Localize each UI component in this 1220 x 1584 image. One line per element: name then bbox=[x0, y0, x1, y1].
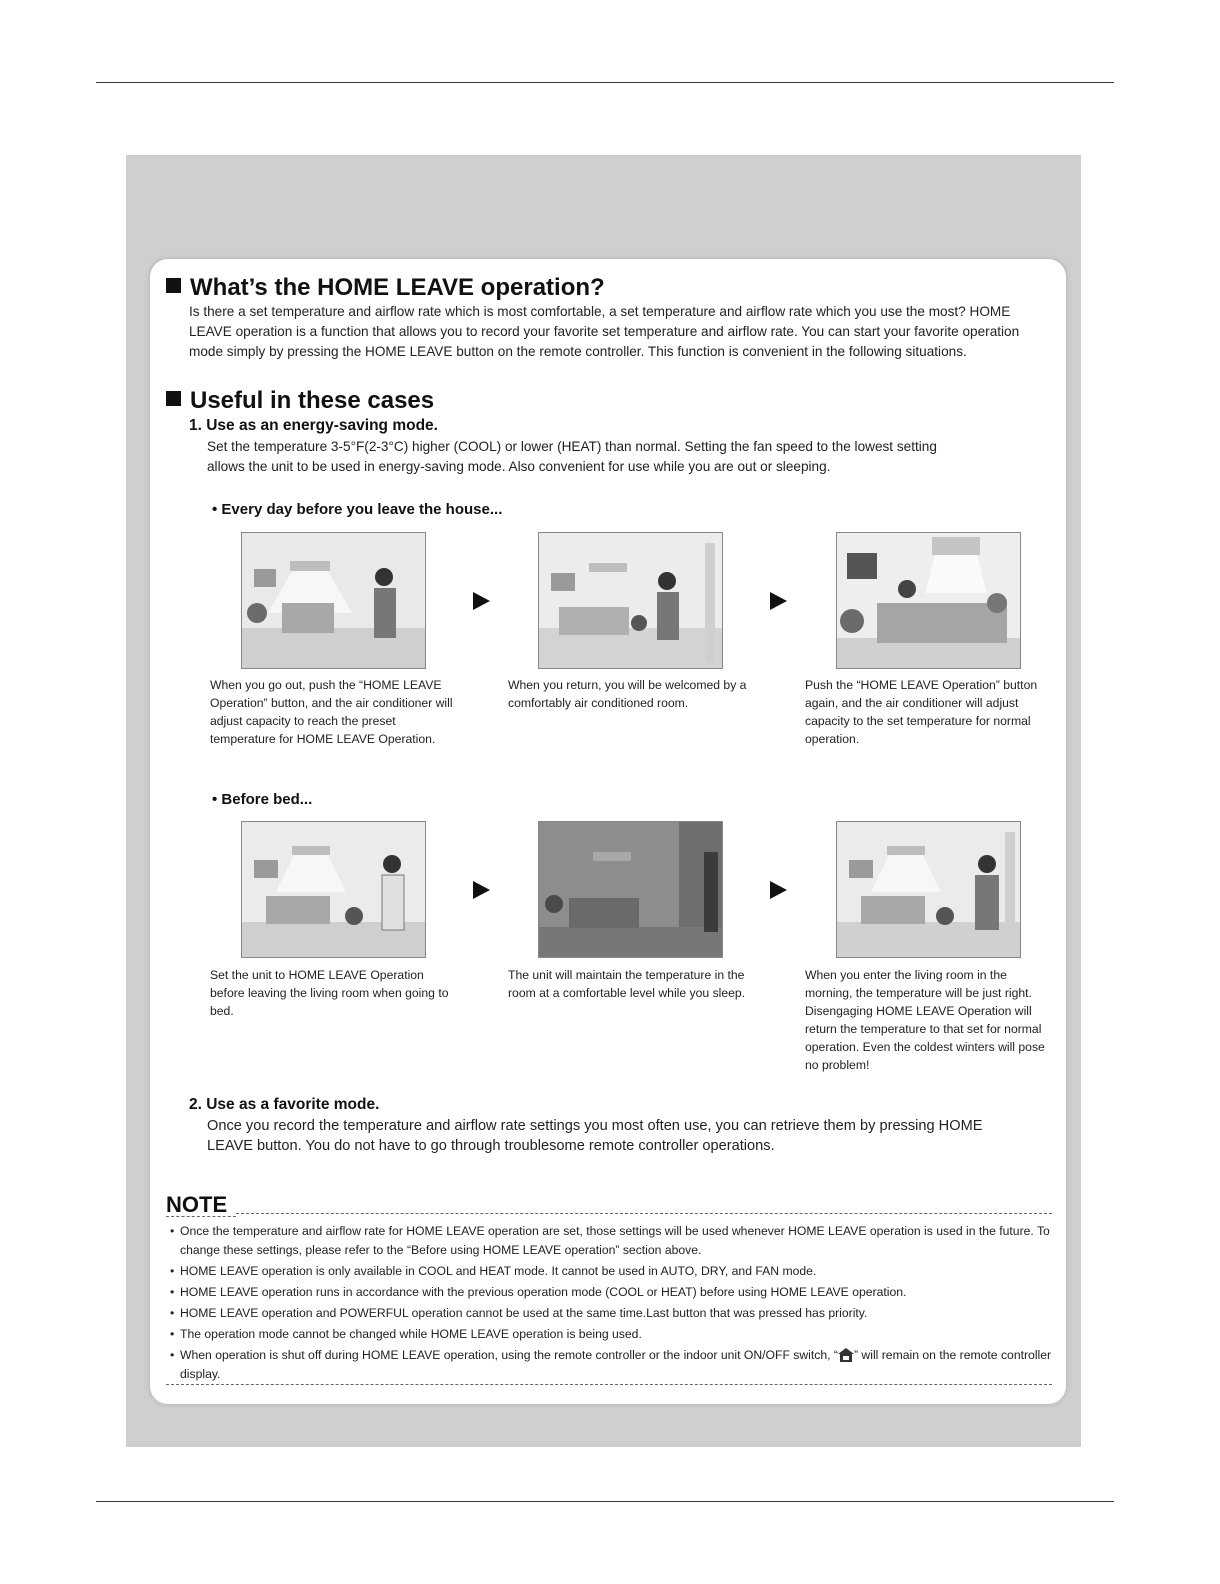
note-title: NOTE bbox=[166, 1192, 228, 1217]
note-top-divider bbox=[236, 1213, 1052, 1214]
case2-heading: 2. Use as a favorite mode. bbox=[189, 1096, 380, 1113]
scenario-bed-heading: • Before bed... bbox=[212, 791, 313, 808]
caption-bed-3: When you enter the living room in the morning, the temperature will be just right. Disengaging HOME LEAVE Operation will return the temperature to that set for normal operation. Even the coldest winters will pose no problem! bbox=[805, 968, 1045, 1072]
note-item: • HOME LEAVE operation and POWERFUL operation cannot be used at the same time.Last button that was pressed has priority. bbox=[168, 1304, 1053, 1323]
illustration-normal-operation bbox=[836, 532, 1021, 669]
home-leave-icon bbox=[838, 1348, 854, 1362]
illustration-morning bbox=[836, 821, 1021, 958]
case2-paragraph: Once you record the temperature and airflow rate settings you most often use, you can retrieve them by pressing HOME LEAVE button. You do not have to go through troublesome remote controller operations. bbox=[207, 1118, 983, 1154]
note-item: • HOME LEAVE operation runs in accordance with the previous operation mode (COOL or HEAT) before using HOME LEAVE operation. bbox=[168, 1283, 1053, 1302]
section-title-home-leave: What’s the HOME LEAVE operation? bbox=[166, 274, 605, 302]
section-title-useful-cases: Useful in these cases bbox=[166, 387, 434, 415]
case1-paragraph: Set the temperature 3-5°F(2-3°C) higher (COOL) or lower (HEAT) than normal. Setting the fan speed to the lowest setting allows the unit to be used in energy-saving mode. Also convenient for use while you are out or sleeping. bbox=[207, 439, 937, 474]
right-triangle-arrow-icon bbox=[473, 592, 490, 610]
note-item: • Once the temperature and airflow rate for HOME LEAVE operation are set, those settings will be used whenever HOME LEAVE operation is used in the future. To change these settings, please refer to the “Before using HOME LEAVE operation” section above. bbox=[168, 1222, 1053, 1260]
illustration-before-bed bbox=[241, 821, 426, 958]
note-item: • The operation mode cannot be changed while HOME LEAVE operation is being used. bbox=[168, 1325, 1053, 1344]
illustration-night-room bbox=[538, 821, 723, 958]
right-triangle-arrow-icon bbox=[473, 881, 490, 899]
caption-day-3: Push the “HOME LEAVE Operation” button again, and the air conditioner will adjust capacity to the set temperature for normal operation. bbox=[805, 678, 1038, 746]
scenario-day-heading: • Every day before you leave the house... bbox=[212, 501, 503, 518]
caption-day-1: When you go out, push the “HOME LEAVE Operation” button, and the air conditioner will adjust capacity to reach the preset temperature for HOME LEAVE Operation. bbox=[210, 678, 453, 746]
note-list bbox=[168, 1222, 1053, 1386]
note-title-underline bbox=[166, 1216, 236, 1217]
right-triangle-arrow-icon bbox=[770, 881, 787, 899]
illustration-going-out bbox=[241, 532, 426, 669]
caption-bed-2: The unit will maintain the temperature in the room at a comfortable level while you sleep. bbox=[508, 968, 746, 1000]
note-item: • When operation is shut off during HOME LEAVE operation, using the remote controller or the indoor unit ON/OFF switch, “ ” will remain on the remote controller display. bbox=[168, 1346, 1053, 1384]
black-square-icon bbox=[166, 391, 181, 406]
black-square-icon bbox=[166, 278, 181, 293]
header-rule bbox=[96, 82, 1114, 83]
note-bottom-divider bbox=[166, 1384, 1052, 1385]
right-triangle-arrow-icon bbox=[770, 592, 787, 610]
case1-heading: 1. Use as an energy-saving mode. bbox=[189, 417, 438, 434]
caption-day-2: When you return, you will be welcomed by a comfortably air conditioned room. bbox=[508, 678, 747, 710]
caption-bed-1: Set the unit to HOME LEAVE Operation before leaving the living room when going to bed. bbox=[210, 968, 449, 1018]
illustration-return-home bbox=[538, 532, 723, 669]
footer-rule bbox=[96, 1501, 1114, 1502]
note-item: • HOME LEAVE operation is only available in COOL and HEAT mode. It cannot be used in AUTO, DRY, and FAN mode. bbox=[168, 1262, 1053, 1281]
section-intro-paragraph: Is there a set temperature and airflow rate which is most comfortable, a set temperature and airflow rate which you use the most? HOME LEAVE operation is a function that allows you to record your favorite set temperature and airflow rate. You can start your favorite operation mode simply by pressing the HOME LEAVE button on the remote controller. This function is convenient in the following situations. bbox=[189, 304, 1020, 359]
